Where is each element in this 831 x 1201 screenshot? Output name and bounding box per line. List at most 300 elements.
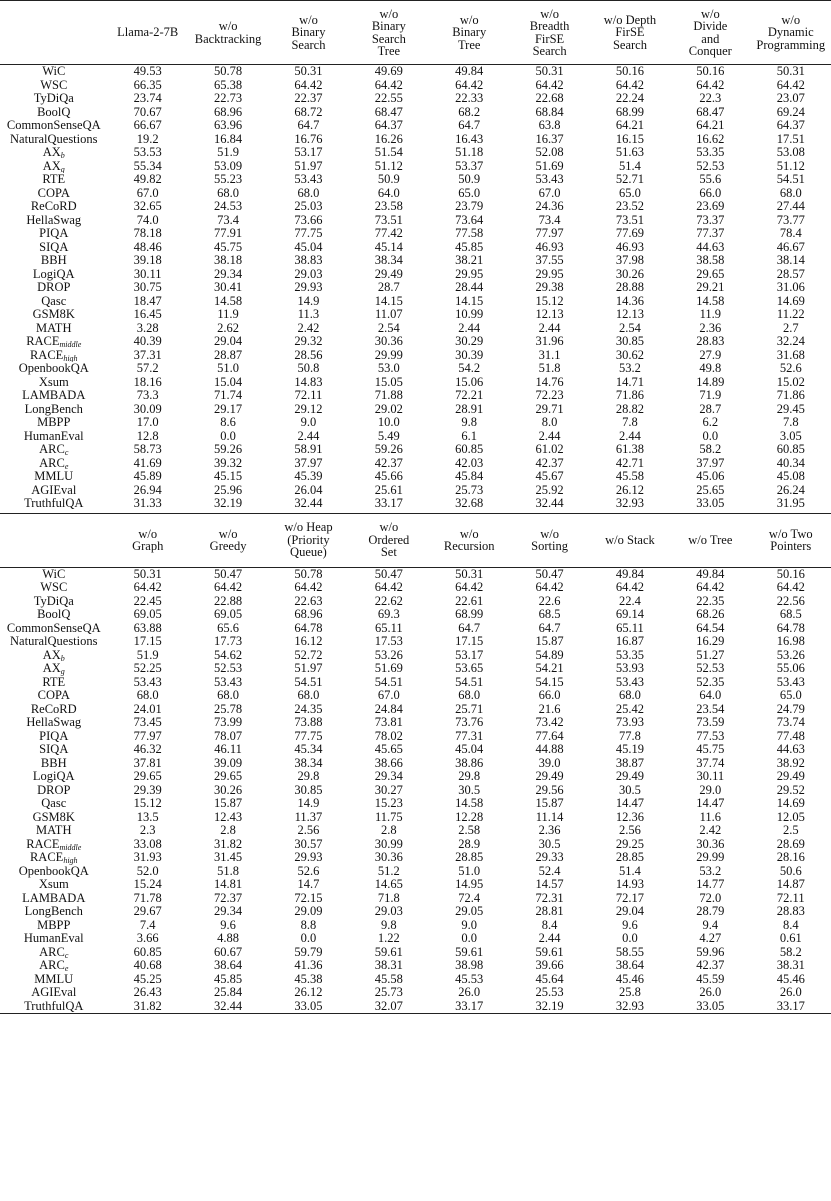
table-cell: 25.8 (619, 986, 641, 999)
table-cell: 28.91 (455, 402, 484, 416)
table-cell: 14.69 (776, 797, 805, 810)
table-cell: 53.26 (776, 648, 805, 662)
table-cell: 19.2 (136, 132, 159, 146)
table-cell: 25.65 (696, 483, 725, 497)
table-cell: 29.38 (535, 281, 564, 294)
table-cell: 28.83 (776, 905, 805, 918)
table-row (0, 622, 831, 636)
table-cell: 17.73 (214, 635, 243, 648)
table-cell: 2.3 (139, 824, 156, 837)
table-cell: 53.17 (294, 146, 323, 159)
table-cell: 29.03 (374, 905, 403, 918)
column-header-line: (Priority (287, 532, 330, 547)
table-cell: 77.97 (535, 227, 564, 240)
table-row (0, 187, 831, 201)
table-cell: 11.75 (374, 810, 403, 824)
table-cell: 73.99 (214, 716, 243, 729)
table-cell: 13.5 (136, 810, 159, 824)
table-cell: 22.55 (374, 92, 403, 105)
table-cell: 29.65 (214, 770, 243, 783)
row-label: WSC (40, 78, 68, 92)
table-cell: 68.96 (214, 105, 243, 119)
table-cell: 42.37 (374, 456, 403, 470)
table-cell: 45.53 (455, 972, 484, 986)
row-label-base: ARC (39, 456, 65, 470)
table-cell: 12.05 (776, 810, 805, 824)
table-header-bottom (0, 513, 831, 567)
table-cell: 30.36 (374, 335, 403, 348)
table-row (0, 986, 831, 1000)
table-cell: 29.04 (214, 335, 243, 348)
table-cell: 73.3 (136, 389, 159, 402)
table-cell: 26.43 (133, 986, 162, 999)
table-cell: 22.45 (133, 594, 162, 608)
table-cell: 24.79 (776, 702, 805, 716)
table-row (0, 811, 831, 825)
table-cell: 29.39 (133, 783, 162, 797)
table-cell: 51.97 (294, 159, 323, 173)
table-cell: 72.31 (535, 891, 564, 905)
table-cell: 64.0 (377, 186, 400, 200)
table-cell: 29.12 (294, 402, 323, 416)
table-row (0, 389, 831, 403)
table-cell: 64.7 (458, 621, 481, 635)
row-label-base: AX (42, 146, 61, 159)
row-label-base: ARC (39, 443, 65, 456)
table-cell: 16.45 (133, 308, 162, 321)
row-label-subscript: b (60, 151, 65, 160)
table-cell: 77.58 (455, 227, 484, 240)
table-cell: 15.05 (374, 375, 403, 389)
column-header-line: w/o (379, 520, 399, 535)
table-cell: 11.9 (217, 308, 239, 321)
table-cell: 45.64 (535, 972, 564, 986)
table-cell: 78.02 (374, 729, 403, 743)
table-cell: 8.6 (220, 416, 236, 429)
table-row (0, 730, 831, 744)
table-cell: 52.6 (297, 864, 320, 878)
table-cell: 67.0 (538, 186, 561, 200)
table-cell: 59.96 (696, 945, 725, 959)
column-header-line: w/o (540, 6, 559, 21)
table-cell: 77.64 (535, 729, 564, 743)
table-cell: 14.76 (535, 375, 564, 389)
table-cell: 14.58 (455, 797, 484, 810)
row-label: ReCoRD (30, 702, 77, 716)
table-body-top (0, 65, 831, 514)
table-cell: 59.79 (294, 945, 323, 959)
table-cell: 44.63 (696, 240, 725, 254)
table-cell: 46.32 (133, 743, 162, 756)
table-row (0, 146, 831, 160)
table-cell: 17.51 (776, 132, 805, 146)
table-cell: 58.73 (133, 443, 162, 456)
table-cell: 15.24 (133, 878, 162, 891)
table-cell: 29.8 (458, 770, 481, 783)
table-cell: 25.53 (535, 986, 564, 999)
column-header-line: Backtracking (194, 31, 262, 46)
table-cell: 64.42 (615, 581, 645, 594)
table-cell: 30.99 (374, 837, 403, 851)
table-cell: 61.02 (535, 443, 564, 456)
row-label: NaturalQuestions (10, 635, 98, 648)
table-cell: 29.8 (297, 770, 320, 783)
table-cell: 71.78 (133, 891, 162, 905)
table-cell: 41.69 (133, 456, 162, 470)
table-cell: 45.46 (615, 972, 645, 986)
table-cell: 16.62 (696, 132, 725, 146)
table-cell: 77.75 (294, 227, 323, 240)
table-cell: 29.65 (133, 770, 162, 783)
table-cell: 59.26 (374, 443, 403, 456)
table-cell: 17.15 (455, 635, 484, 648)
row-label: MATH (36, 824, 72, 837)
table-cell: 31.06 (776, 281, 805, 294)
table-cell: 53.43 (535, 173, 564, 186)
table-row (0, 79, 831, 93)
table-cell: 66.35 (133, 78, 162, 92)
table-cell: 4.88 (217, 932, 240, 945)
table-cell: 64.42 (455, 581, 484, 594)
column-header-line: w/o Tree (688, 532, 733, 547)
table-cell: 9.6 (220, 918, 236, 932)
table-cell: 28.7 (699, 402, 722, 416)
table-cell: 2.44 (538, 321, 561, 335)
table-cell: 33.17 (374, 497, 403, 510)
table-row (0, 362, 831, 376)
table-cell: 27.9 (699, 348, 722, 362)
table-cell: 59.61 (374, 945, 403, 959)
column-header-line: Search (291, 37, 326, 52)
column-header-line: w/o (218, 526, 238, 541)
table-cell: 45.06 (696, 470, 725, 483)
table-cell: 14.15 (455, 294, 484, 308)
table-cell: 16.76 (294, 132, 323, 146)
table-cell: 23.74 (133, 92, 162, 105)
table-cell: 77.75 (294, 729, 323, 743)
table-cell: 78.4 (779, 227, 802, 240)
table-cell: 10.99 (455, 308, 484, 321)
table-cell: 64.42 (535, 78, 564, 92)
table-cell: 40.34 (776, 456, 805, 470)
row-label-subscript: g (60, 164, 65, 173)
row-label: LongBench (24, 402, 83, 416)
table-cell: 51.69 (374, 662, 403, 675)
table-cell: 12.28 (455, 810, 484, 824)
row-label: TruthfulQA (24, 497, 84, 510)
table-cell: 68.0 (297, 186, 320, 200)
table-cell: 14.81 (214, 878, 243, 891)
row-label: TyDiQa (33, 92, 74, 105)
column-header (349, 513, 429, 567)
column-header-line: Recursion (443, 539, 495, 553)
table-cell: 0.61 (779, 932, 802, 945)
table-cell: 29.21 (696, 281, 725, 294)
table-cell: 9.4 (702, 918, 719, 932)
table-cell: 28.81 (535, 905, 564, 918)
table-cell: 63.8 (538, 119, 561, 132)
column-header (590, 1, 670, 65)
table-cell: 63.88 (133, 621, 162, 635)
table-cell: 18.16 (133, 375, 162, 389)
table-cell: 29.02 (374, 402, 403, 416)
table-cell: 64.54 (696, 621, 725, 635)
table-cell: 14.83 (294, 375, 323, 389)
row-label: Xsum (38, 375, 69, 389)
table-cell: 38.34 (294, 756, 323, 770)
table-cell: 31.93 (133, 851, 162, 864)
table-cell: 71.86 (776, 389, 805, 402)
table-cell: 58.91 (294, 443, 323, 456)
table-cell: 30.75 (133, 281, 162, 294)
header-corner (0, 1, 108, 65)
row-label: NaturalQuestions (10, 132, 98, 146)
table-cell: 51.12 (374, 159, 403, 173)
table-cell: 50.8 (297, 362, 320, 375)
table-cell: 26.0 (699, 986, 722, 999)
table-cell: 24.84 (374, 702, 403, 716)
table-cell: 6.1 (461, 429, 478, 443)
table-cell: 30.09 (133, 402, 162, 416)
table-cell: 50.31 (535, 64, 564, 78)
table-row (0, 959, 831, 973)
table-cell: 33.17 (429, 1000, 509, 1014)
table-cell: 28.85 (615, 851, 645, 864)
row-label: MBPP (37, 918, 71, 932)
table-cell: 46.93 (535, 240, 564, 254)
column-header-line: Sorting (531, 539, 568, 553)
table-cell: 77.37 (696, 227, 725, 240)
table-cell: 32.93 (590, 1000, 670, 1014)
table-cell: 65.11 (374, 621, 403, 635)
row-label: PIQA (39, 729, 69, 743)
table-row (0, 322, 831, 336)
table-cell: 30.26 (615, 267, 645, 281)
table-cell: 29.56 (535, 783, 564, 797)
row-label-subscript: middle (59, 340, 82, 349)
table-cell: 51.8 (217, 864, 240, 878)
table-cell: 77.8 (619, 729, 641, 743)
row-label: OpenbookQA (18, 864, 89, 878)
table-cell: 3.28 (136, 321, 159, 335)
table-cell: 10.0 (377, 416, 400, 429)
table-cell: 29.95 (455, 267, 484, 281)
table-cell: 30.29 (455, 335, 484, 348)
column-header (188, 513, 268, 567)
column-header-line: w/o Stack (605, 532, 655, 547)
table-cell: 22.6 (538, 594, 561, 608)
table-cell: 72.21 (455, 389, 484, 402)
table-cell: 50.31 (776, 64, 805, 78)
table-cell: 28.56 (294, 348, 323, 362)
column-header-line: Divide (693, 19, 728, 33)
table-cell: 78.07 (214, 729, 243, 743)
row-label-subscript: high (63, 856, 78, 865)
table-cell: 29.93 (294, 851, 323, 864)
table-cell: 28.85 (455, 851, 484, 864)
row-label (0, 146, 108, 160)
table-cell: 14.58 (214, 294, 243, 308)
table-cell: 14.9 (297, 797, 320, 810)
column-header (349, 1, 429, 65)
table-cell: 32.68 (455, 497, 484, 510)
table-cell: 14.87 (776, 878, 805, 891)
table-cell: 38.92 (776, 756, 805, 770)
table-cell: 42.37 (535, 456, 564, 470)
table-cell: 58.2 (779, 945, 802, 959)
table-cell: 52.71 (615, 173, 645, 186)
table-cell: 28.83 (696, 335, 725, 348)
column-header-line: w/o (459, 526, 479, 541)
table-row (0, 635, 831, 649)
table-cell: 23.79 (455, 200, 484, 213)
table-cell: 28.88 (615, 281, 645, 294)
row-label (0, 649, 108, 663)
table-cell: 52.08 (535, 146, 564, 159)
column-header-line: Ordered (368, 532, 410, 547)
table-cell: 73.77 (776, 213, 805, 227)
row-label: COPA (37, 186, 70, 200)
row-label: Xsum (38, 878, 69, 891)
table-cell: 22.56 (776, 594, 805, 608)
table-cell: 65.6 (217, 621, 240, 635)
table-cell: 29.34 (214, 905, 243, 918)
table-cell: 65.38 (214, 78, 243, 92)
table-cell: 12.36 (615, 810, 645, 824)
table-cell: 29.34 (374, 770, 403, 783)
table-cell: 16.98 (776, 635, 805, 648)
table-cell: 50.16 (615, 64, 645, 78)
table-cell: 38.18 (214, 254, 243, 267)
table-cell: 45.14 (374, 240, 403, 254)
table-cell: 63.96 (214, 119, 243, 132)
row-label: MBPP (37, 416, 71, 429)
table-row (0, 106, 831, 120)
table-cell: 40.68 (133, 959, 162, 972)
table-row (0, 770, 831, 784)
column-header-line: and (701, 31, 720, 46)
table-cell: 29.03 (294, 267, 323, 281)
table-cell: 2.54 (619, 321, 641, 335)
table-cell: 72.4 (458, 891, 481, 905)
table-cell: 2.42 (297, 321, 320, 335)
table-cell: 64.42 (535, 581, 564, 594)
table-cell: 49.84 (455, 64, 484, 78)
table-cell: 42.71 (615, 456, 645, 470)
table-cell: 0.0 (461, 932, 478, 945)
row-label: LAMBADA (22, 389, 86, 402)
table-cell: 30.85 (294, 783, 323, 797)
table-cell: 55.06 (776, 662, 805, 675)
column-header-line: w/o (700, 6, 720, 21)
table-cell: 22.73 (214, 92, 243, 105)
table-cell: 1.22 (377, 932, 400, 945)
row-label: LongBench (24, 905, 83, 918)
table-row (0, 784, 831, 798)
table-cell: 0.0 (622, 932, 638, 945)
table-row (0, 416, 831, 430)
table-cell: 14.77 (696, 878, 725, 891)
table-cell: 50.31 (294, 64, 323, 78)
table-cell: 64.42 (455, 78, 484, 92)
table-cell: 61.38 (615, 443, 645, 456)
table-cell: 73.66 (294, 213, 323, 227)
table-cell: 64.42 (696, 78, 725, 92)
table-cell: 29.34 (214, 267, 243, 281)
table-cell: 0.0 (220, 429, 236, 443)
table-cell: 51.69 (535, 159, 564, 173)
table-cell: 54.62 (214, 648, 243, 662)
table-cell: 42.03 (455, 456, 484, 470)
table-cell: 49.84 (615, 567, 645, 581)
table-cell: 27.44 (776, 200, 805, 213)
table-cell: 72.11 (776, 891, 805, 905)
row-label: WiC (42, 567, 66, 581)
table-cell: 15.12 (535, 294, 564, 308)
table-cell: 50.9 (377, 173, 400, 186)
table-cell: 33.05 (670, 1000, 750, 1014)
table-cell: 22.63 (294, 594, 323, 608)
row-label (0, 662, 108, 676)
column-header-line: w/o (781, 12, 801, 27)
table-cell: 52.6 (779, 362, 802, 375)
table-cell: 15.06 (455, 375, 484, 389)
table-cell: 12.13 (615, 308, 645, 321)
table-cell: 54.89 (535, 648, 564, 662)
table-cell: 16.84 (214, 132, 243, 146)
column-header-line: w/o Depth (603, 12, 657, 27)
table-row (0, 703, 831, 717)
row-label (0, 838, 108, 852)
table-cell: 64.42 (214, 581, 243, 594)
table-cell: 38.86 (455, 756, 484, 770)
table-cell: 29.49 (776, 770, 805, 783)
table-cell: 68.0 (217, 689, 240, 702)
table-row (0, 757, 831, 771)
table-cell: 53.17 (455, 648, 484, 662)
column-header-line: Search (612, 37, 647, 52)
column-header (108, 1, 188, 65)
table-cell: 15.87 (535, 797, 564, 810)
table-cell: 26.12 (294, 986, 323, 999)
table-row (0, 946, 831, 960)
table-cell: 38.21 (455, 254, 484, 267)
table-cell: 45.89 (133, 470, 162, 483)
table-cell: 29.65 (696, 267, 725, 281)
table-cell: 16.15 (615, 132, 645, 146)
column-header-line: Set (380, 545, 397, 560)
table-cell: 45.25 (133, 972, 162, 986)
row-label-subscript: c (64, 950, 69, 959)
table-cell: 58.55 (615, 945, 645, 959)
table-row (0, 716, 831, 730)
table-cell: 16.87 (615, 635, 645, 648)
table-cell: 22.4 (619, 594, 641, 608)
table-cell: 66.0 (699, 186, 722, 200)
table-cell: 15.02 (776, 375, 805, 389)
table-cell: 26.94 (133, 483, 162, 497)
table-cell: 73.45 (133, 716, 162, 729)
table-cell: 50.6 (779, 864, 802, 878)
table-cell: 16.26 (374, 132, 403, 146)
table-row (0, 470, 831, 484)
table-cell: 4.27 (699, 932, 722, 945)
table-cell: 2.36 (538, 824, 561, 837)
table-row (0, 905, 831, 919)
table-cell: 14.57 (535, 878, 564, 891)
column-header (429, 1, 509, 65)
column-header-line: FirSE (534, 31, 565, 46)
